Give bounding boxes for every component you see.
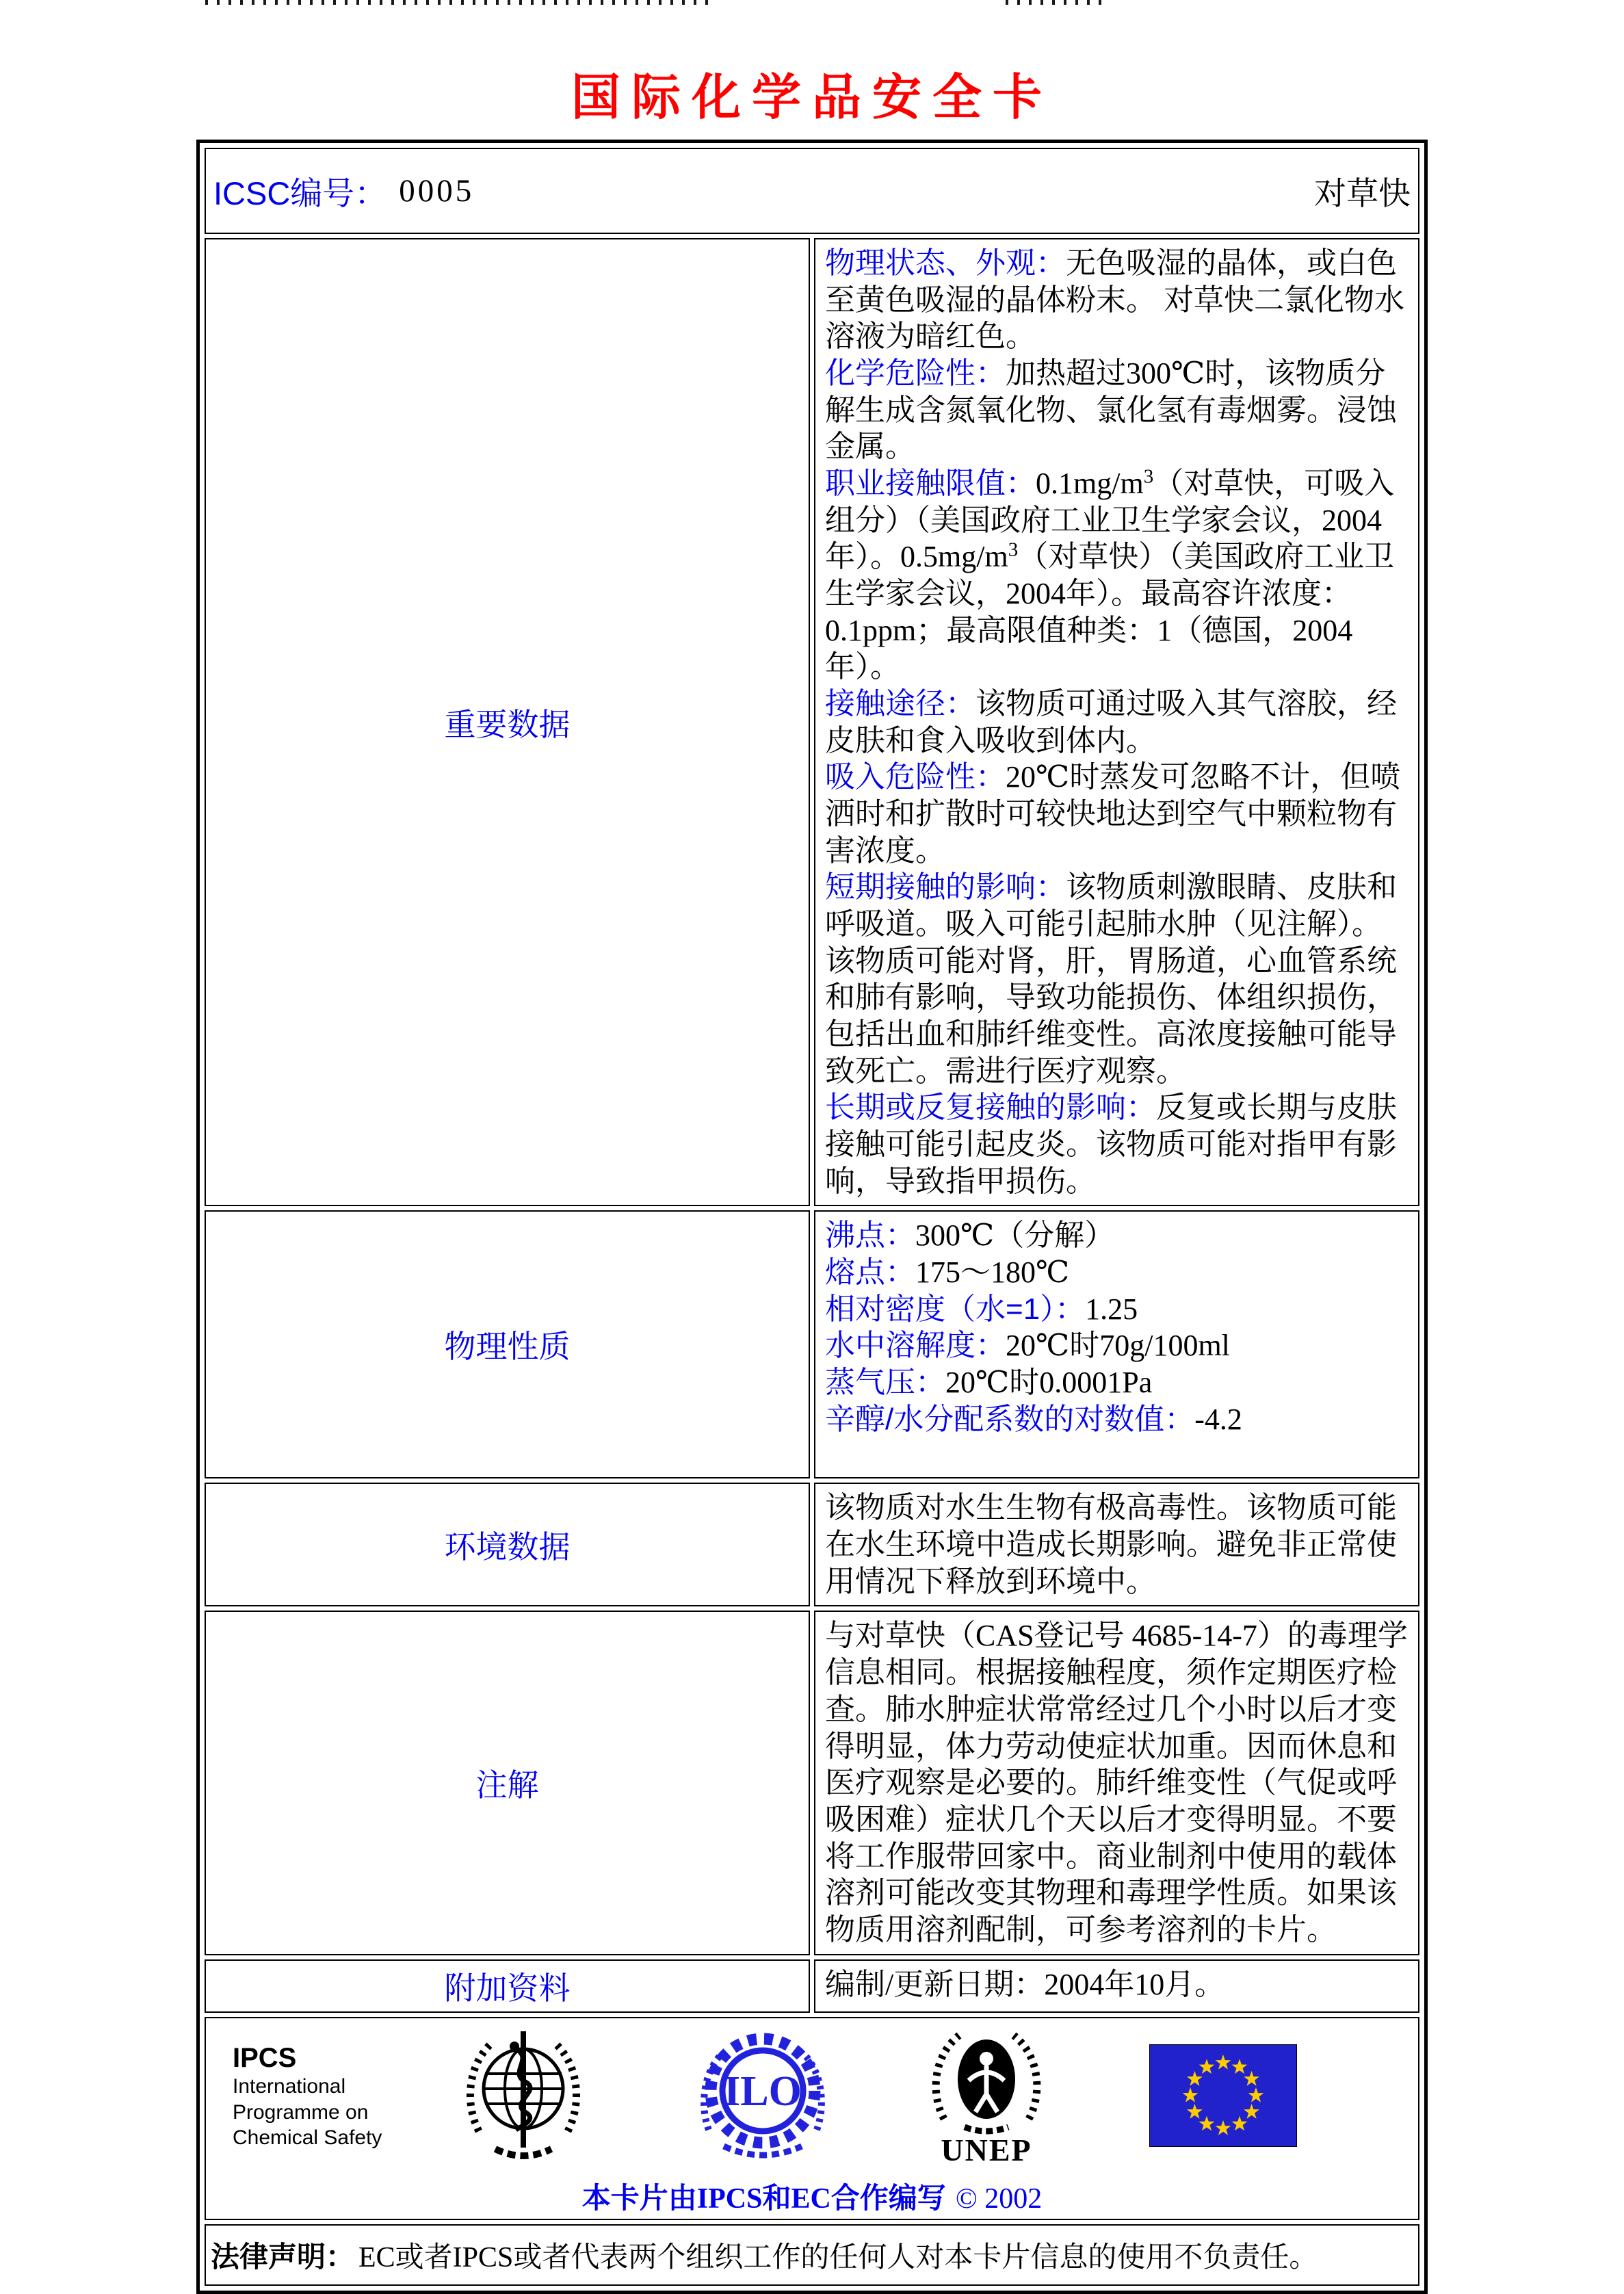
eu-flag-icon — [1149, 2044, 1297, 2150]
superscript: 3 — [1143, 465, 1154, 488]
text-segment: 1.25 — [1085, 1292, 1138, 1326]
logos-row — [205, 2017, 1419, 2220]
section-label: 物理性质 — [444, 1329, 571, 1365]
unep-logo-icon — [926, 2026, 1047, 2135]
text-segment: 175～180℃ — [915, 1255, 1070, 1290]
paragraph — [825, 759, 1409, 869]
inline-field-label: 化学危险性： — [825, 356, 1006, 391]
inline-field-label: 接触途径： — [825, 687, 975, 721]
ipcs-line: Chemical Safety — [233, 2126, 382, 2150]
paragraph — [825, 245, 1409, 355]
inline-field-label: 物理状态、外观： — [825, 246, 1066, 280]
section-row-additional-information — [205, 1959, 1419, 2013]
safety-card — [196, 140, 1428, 2294]
paragraph — [825, 465, 1409, 686]
header-row — [205, 148, 1419, 234]
substance-name: 对草快 — [1314, 176, 1411, 212]
paragraph — [825, 1254, 1409, 1291]
paragraph — [825, 869, 1409, 1089]
paragraph — [825, 1217, 1409, 1254]
inline-field-label: 沸点： — [825, 1218, 915, 1253]
section-row-physical-properties — [205, 1210, 1419, 1478]
section-row-environmental-data — [205, 1483, 1419, 1606]
ipcs-line: Programme on — [233, 2100, 369, 2124]
inline-field-label: 蒸气压： — [825, 1366, 945, 1400]
section-content — [825, 1217, 1409, 1472]
text-segment: 20℃时0.0001Pa — [945, 1366, 1153, 1400]
ilo-letters: ILO — [724, 2068, 802, 2115]
paragraph — [825, 686, 1409, 759]
text-segment: 20℃时蒸发可忽略不计，但喷洒时和扩散时可较快地达到空气中颗粒物有害浓度。 — [825, 760, 1401, 868]
inline-field-label: 水中溶解度： — [825, 1329, 1006, 1363]
superscript: 3 — [1008, 538, 1019, 561]
who-logo-icon — [460, 2023, 587, 2172]
text-segment: （对草快）（美国政府工业卫生学家会议，2004年）。最高容许浓度：0.1ppm；最高限值种类：1（德国，2004年）。 — [825, 540, 1395, 684]
inline-field-label: 相对密度（水=1）： — [825, 1292, 1086, 1326]
inline-field-label: 短期接触的影响： — [825, 870, 1066, 904]
section-label: 注解 — [475, 1767, 539, 1803]
copyright-line — [213, 2176, 1411, 2217]
text-segment: 该物质可通过吸入其气溶胶，经皮肤和食入吸收到体内。 — [825, 687, 1397, 757]
text-segment: 该物质对水生生物有极高毒性。该物质可能在水生环境中造成长期影响。避免非正常使用情况下释放到环境中。 — [825, 1491, 1397, 1598]
paragraph — [825, 1489, 1409, 1600]
ipcs-line: International — [233, 2075, 346, 2098]
text-segment: 与对草快（CAS登记号 4685-14-7）的毒理学信息相同。根据接触程度，须作定期医疗检查。肺水肿症状常常经过几个小时以后才变得明显，体力劳动使症状加重。因而休息和医疗观察是必要的。肺纤维变性（气促或呼吸困难）症状几个天以后才变得明显。不要将工作服带回家中。商业制剂中使用的载体溶剂可能改变其物理和毒理学性质。如果该物质用溶剂配制，可参考溶剂的卡片。 — [825, 1619, 1408, 1946]
section-label: 附加资料 — [444, 1970, 571, 2006]
paragraph — [825, 1089, 1409, 1199]
text-segment: -4.2 — [1194, 1402, 1242, 1436]
section-label: 环境数据 — [444, 1528, 571, 1565]
text-segment: 无色吸湿的晶体，或白色至黄色吸湿的晶体粉末。 对草快二氯化物水溶液为暗红色。 — [825, 246, 1404, 354]
paragraph — [825, 1364, 1409, 1401]
inline-field-label: 辛醇/水分配系数的对数值： — [825, 1402, 1195, 1436]
text-segment: 反复或长期与皮肤接触可能引起皮炎。该物质可能对指甲有影响，导致指甲损伤。 — [825, 1091, 1397, 1198]
text-segment: 0.1mg/m — [1036, 467, 1144, 501]
paragraph — [825, 355, 1409, 465]
copyright-text: 本卡片由IPCS和EC合作编写 — [581, 2182, 946, 2215]
paragraph — [825, 1291, 1409, 1328]
text-segment: （对草快，可吸入组分）（美国政府工业卫生学家会议，2004年）。0.5mg/m — [825, 467, 1395, 574]
logos-band — [207, 2019, 1417, 2218]
ilo-logo-icon — [695, 2026, 830, 2169]
ipcs-acronym: IPCS — [233, 2043, 297, 2074]
section-row-notes — [205, 1611, 1419, 1955]
icsc-number-value: 0005 — [399, 173, 475, 209]
section-content — [825, 1489, 1409, 1600]
inline-field-label: 吸入危险性： — [825, 760, 1006, 794]
section-content — [825, 1966, 1409, 2006]
copyright-year: © 2002 — [955, 2182, 1043, 2215]
inline-field-label: 职业接触限值： — [825, 467, 1036, 501]
legal-notice — [207, 2226, 1417, 2284]
section-label: 重要数据 — [444, 706, 571, 742]
text-segment: 编制/更新日期：2004年10月。 — [825, 1967, 1225, 2001]
unep-caption: UNEP — [941, 2133, 1032, 2168]
clipped-print-header — [1006, 0, 1108, 5]
ipcs-text-block — [233, 2043, 424, 2151]
page-title: 国际化学品安全卡 — [571, 70, 1053, 125]
inline-field-label: 长期或反复接触的影响： — [825, 1091, 1156, 1125]
inline-field-label: 熔点： — [825, 1255, 915, 1290]
paragraph — [825, 1617, 1409, 1948]
legal-notice-label: 法律声明： — [211, 2240, 355, 2273]
clipped-print-header — [205, 0, 715, 5]
paragraph — [825, 1401, 1409, 1438]
text-segment: 该物质刺激眼睛、皮肤和呼吸道。吸入可能引起肺水肿（见注解）。该物质可能对肾，肝，胃肠道，心血管系统和肺有影响，导致功能损伤、体组织损伤，包括出血和肺纤维变性。高浓度接触可能导致死亡。需进行医疗观察。 — [825, 870, 1397, 1088]
section-content — [825, 245, 1409, 1199]
section-content — [825, 1617, 1409, 1948]
text-segment: 300℃（分解） — [915, 1218, 1115, 1253]
legal-notice-text: EC或者IPCS或者代表两个组织工作的任何人对本卡片信息的使用不负责任。 — [358, 2241, 1318, 2273]
paragraph — [825, 1327, 1409, 1364]
icsc-number-label: ICSC编号： — [213, 174, 387, 211]
card-header — [207, 150, 1417, 232]
unep-logo-block — [926, 2026, 1047, 2168]
section-row-important-data — [205, 238, 1419, 1206]
text-segment: 加热超过300℃时，该物质分解生成含氮氧化物、氯化氢有毒烟雾。浸蚀金属。 — [825, 356, 1397, 464]
paragraph — [825, 1966, 1409, 2003]
legal-row — [205, 2224, 1419, 2286]
card-table — [200, 144, 1424, 2290]
text-segment: 20℃时70g/100ml — [1006, 1329, 1230, 1363]
